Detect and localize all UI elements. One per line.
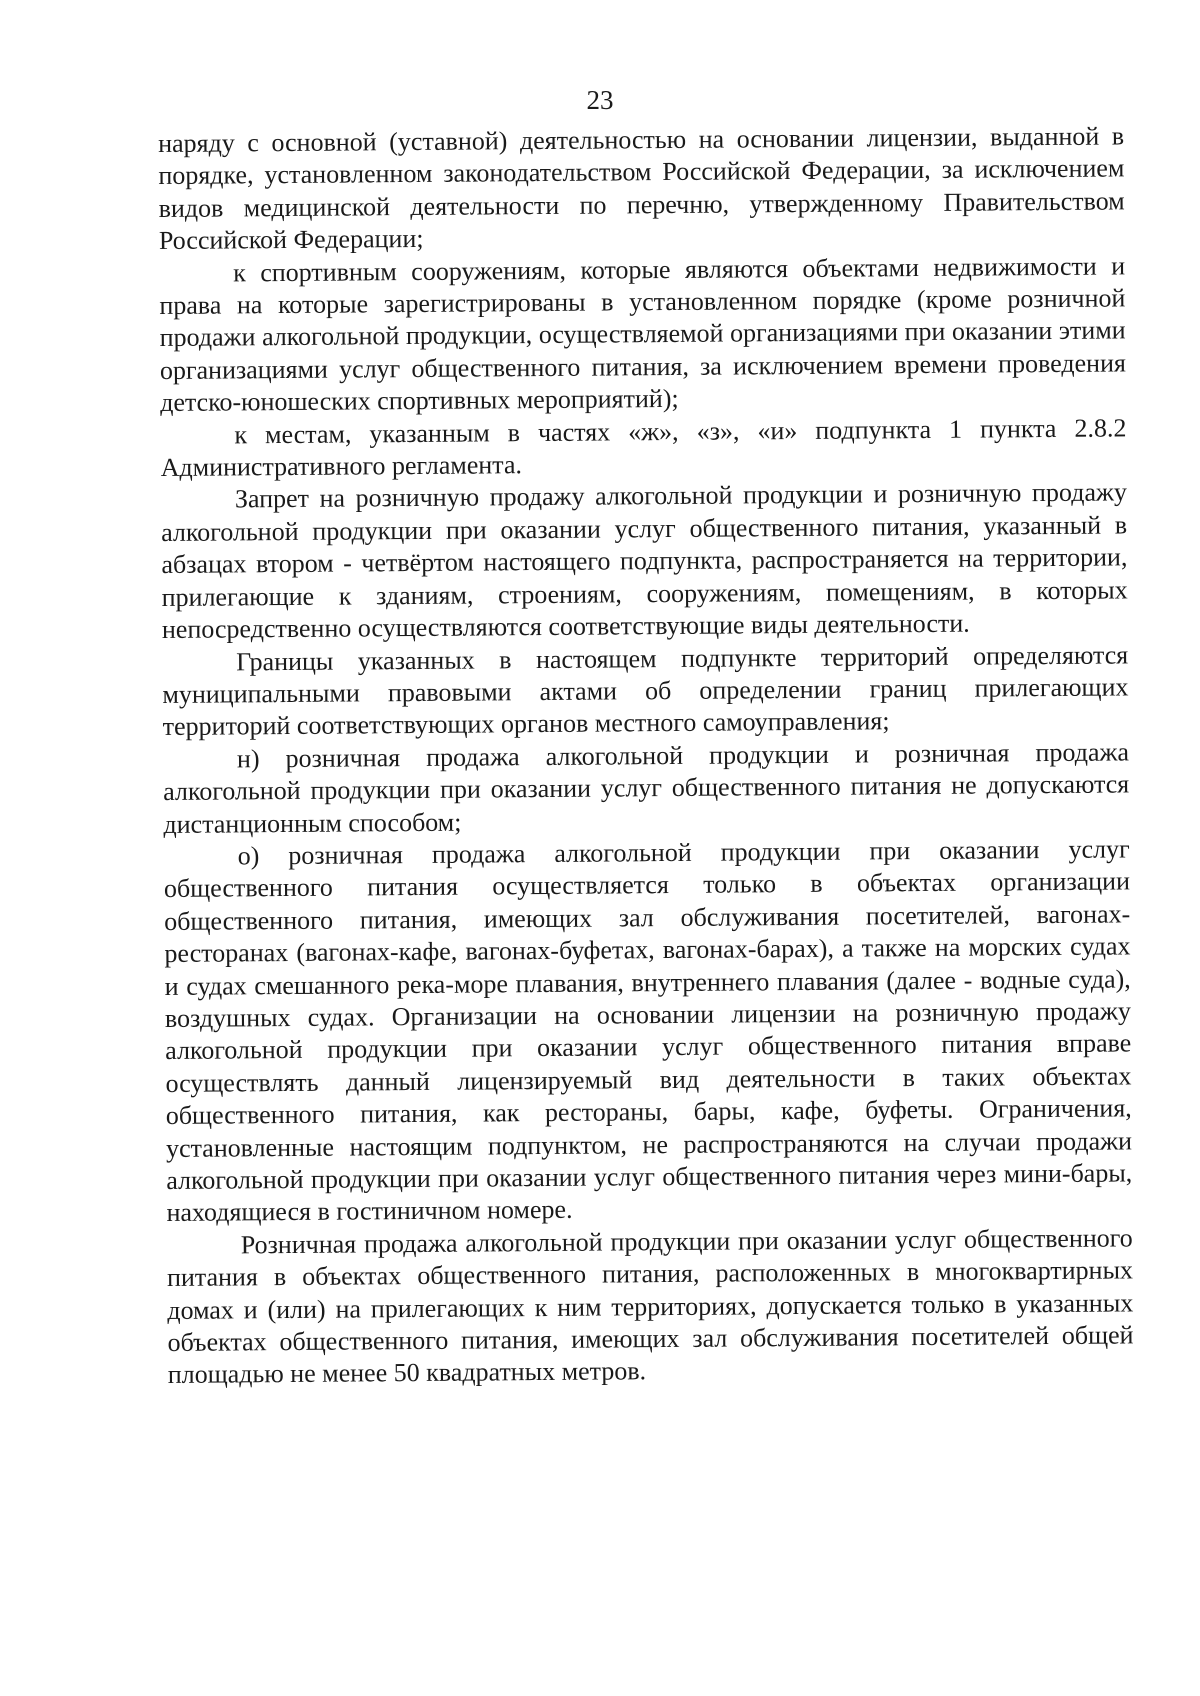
page-number: 23 xyxy=(586,85,614,115)
document-body xyxy=(158,120,1134,1391)
paragraph-sports-facilities: к спортивным сооружениям, которые являются объектами недвижимости и права на которые зарегистрированы в установленном порядке (кроме розничной продажи алкогольной продукции, осуществляемой организациями при оказании этими организациями услуг общественного питания, за исключением времени проведения детско-юношеских спортивных мероприятий); xyxy=(159,251,1126,418)
paragraph-territory-boundaries: Границы указанных в настоящем подпункте территорий определяются муниципальными правовыми актами об определении границ прилегающих территорий соответствующих органов местного самоуправления; xyxy=(162,639,1129,742)
paragraph-item-o-catering-objects: о) розничная продажа алкогольной продукции при оказании услуг общественного питания осуществляется только в объектах организации общественного питания, имеющих зал обслуживания посетителей, вагонах-ресторанах (вагонах-кафе, вагонах-буфетах, вагонах-барах), а также на морских судах и судах смешанного река-море плавания, внутреннего плавания (далее - водные суда), воздушных судах. Организации на основании лицензии на розничную продажу алкогольной продукции при оказании услуг общественного питания вправе осуществлять данный лицензируемый вид деятельности в таких объектах общественного питания, как рестораны, бары, кафе, буфеты. Ограничения, установленные настоящим подпунктом, не распространяются на случаи продажи алкогольной продукции при оказании услуг общественного питания через мини-бары, находящиеся в гостиничном номере. xyxy=(163,834,1133,1228)
paragraph-places-reference: к местам, указанным в частях «ж», «з», «и» подпункта 1 пункта 2.8.2 Административного регламента. xyxy=(160,413,1127,483)
paragraph-sale-ban-territories: Запрет на розничную продажу алкогольной продукции и розничную продажу алкогольной продукции при оказании услуг общественного питания, указанный в абзацах втором - четвёртом настоящего подпункта, распространяется на территории, прилегающие к зданиям, строениям, сооружениям, помещениям, в которых непосредственно осуществляются соответствующие виды деятельности. xyxy=(161,477,1128,645)
paragraph-continuation-license: наряду с основной (уставной) деятельностью на основании лицензии, выданной в порядке, установленном законодательством Российской Федерации, за исключением видов медицинской деятельности по перечню, утвержденному Правительством Российской Федерации; xyxy=(158,121,1125,256)
paragraph-item-n-remote-sale: н) розничная продажа алкогольной продукции и розничная продажа алкогольной продукции при оказании услуг общественного питания не допускаются дистанционным способом; xyxy=(163,737,1130,839)
paragraph-apartment-buildings: Розничная продажа алкогольной продукции при оказании услуг общественного питания в объектах общественного питания, расположенных в многоквартирных домах и (или) на прилегающих к ним территориях, допускается только в указанных объектах общественного питания, имеющих зал обслуживания посетителей общей площадью не менее 50 квадратных метров. xyxy=(166,1223,1134,1390)
